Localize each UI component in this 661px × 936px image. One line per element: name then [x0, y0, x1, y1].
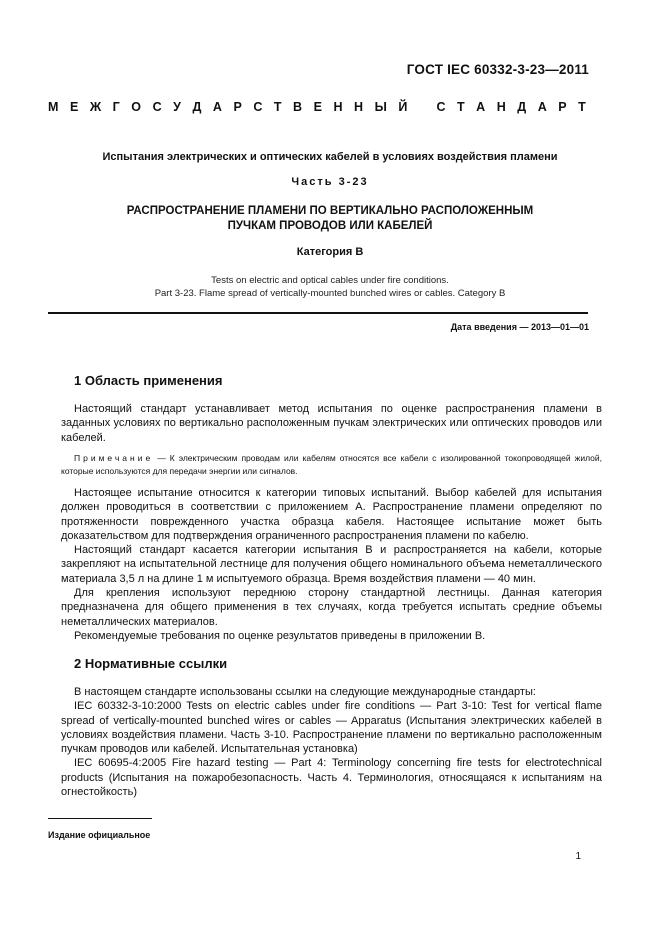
paragraph: Настоящий стандарт устанавливает метод испытания по оценке распространения пламени в заданных условиях по вертикально расположенным пучкам электрических или оптических проводов или кабелей. — [61, 403, 602, 444]
paragraph: В настоящем стандарте использованы ссылки на следующие международные стандарты: — [74, 686, 536, 698]
note-label: Примечание — [74, 453, 154, 463]
english-title-line-1: Tests on electric and optical cables under fire conditions. — [211, 275, 449, 286]
paragraph: Настоящий стандарт касается категории испытания В и распространяется на кабели, которые закрепляют на испытательной лестнице для получения общего номинального объема неметаллического материала 3,5 л на длине 1 м испытуемого образца. Время воздействия пламени — 40 мин. — [61, 544, 602, 585]
paragraph: IEC 60695-4:2005 Fire hazard testing — Part 4: Terminology concerning fire tests for electrotechnical products (Испытания на пожаробезопасность. Часть 4. Терминология, относящаяся к испытаниям на огнестойкость) — [61, 757, 602, 799]
banner-letter: Т — [578, 100, 586, 114]
banner-letter: С — [253, 100, 263, 114]
banner-letter: Е — [313, 100, 322, 114]
document-code: ГОСТ IEC 60332-3-23—2011 — [406, 62, 589, 77]
main-title-line-2: ПУЧКАМ ПРОВОДОВ ИЛИ КАБЕЛЕЙ — [227, 220, 433, 232]
footer-divider — [48, 818, 152, 819]
banner-letter: Д — [517, 100, 527, 114]
main-title — [40, 204, 620, 234]
section-2-body — [61, 685, 602, 799]
section-1-heading: 1 Область применения — [74, 373, 223, 388]
banner-letter: О — [131, 100, 142, 114]
category-label: Категория В — [296, 246, 364, 258]
section-2-heading: 2 Нормативные ссылки — [74, 656, 228, 671]
banner-letter: А — [212, 100, 222, 114]
section-1-body-a — [61, 402, 602, 445]
banner-letter: Ж — [89, 100, 102, 114]
note — [61, 452, 602, 478]
note-text: — К электрическим проводам или кабелям относятся все кабели с изолированной токопроводящей жилой, которые используются для передачи энергии или сигналов. — [61, 453, 602, 476]
paragraph: Рекомендуемые требования по оценке результатов приведены в приложении В. — [74, 629, 486, 642]
banner-letter: Н — [333, 100, 343, 114]
banner-letter: Д — [192, 100, 202, 114]
banner-letter: С — [436, 100, 446, 114]
banner-letter: Г — [112, 100, 120, 114]
paragraph: IEC 60332-3-10:2000 Tests on electric cables under fire conditions — Part 3-10: Test for vertical flame spread of vertically-mounted bunched wires or cables — Apparatus (Испытания электрических кабелей в условиях воздействия пламени. Часть 3-10. Распространение пламени по вертикально расположенным пучкам проводов или кабелей. Испытательная установка) — [61, 700, 602, 756]
banner-letter: М — [48, 100, 59, 114]
banner-letter: Т — [457, 100, 465, 114]
banner-letter: А — [476, 100, 486, 114]
edition-label: Издание официальное — [48, 830, 151, 840]
banner-letter: Н — [496, 100, 506, 114]
banner-letter: Р — [233, 100, 242, 114]
banner-letter: У — [173, 100, 181, 114]
banner-gap — [419, 100, 425, 114]
banner-letter: Ы — [374, 100, 387, 114]
part-label: Часть 3-23 — [291, 176, 369, 188]
banner-letter: В — [293, 100, 303, 114]
standard-banner — [48, 100, 586, 114]
banner-letter: А — [537, 100, 547, 114]
paragraph: Настоящее испытание относится к категории типовых испытаний. Выбор кабелей для испытания должен проводиться в соответствии с приложением А. Распространение пламени определяют по протяженности поврежденного участка образца кабеля. Настоящее испытание может быть доказательством для подтверждения ограниченного распространения пламени по кабелю. — [61, 487, 602, 542]
banner-letter: Е — [69, 100, 79, 114]
title-divider — [48, 312, 588, 314]
introduction-date: Дата введения — 2013—01—01 — [450, 322, 589, 332]
document-subtitle: Испытания электрических и оптических кабелей в условиях воздействия пламени — [102, 151, 558, 163]
english-title — [40, 274, 620, 300]
section-1-body-b — [61, 486, 602, 643]
banner-letter: С — [152, 100, 162, 114]
banner-letter: Т — [273, 100, 282, 114]
page-number: 1 — [575, 851, 581, 862]
paragraph: Для крепления используют переднюю сторону стандартной лестницы. Данная категория предназначена для общего применения в тех случаях, когда требуется испытать средние объемы неметаллических материалов. — [61, 587, 602, 628]
banner-letter: Й — [398, 100, 408, 114]
banner-letter: Н — [354, 100, 364, 114]
main-title-line-1: РАСПРОСТРАНЕНИЕ ПЛАМЕНИ ПО ВЕРТИКАЛЬНО РАСПОЛОЖЕННЫМ — [126, 205, 534, 217]
banner-letter: Р — [558, 100, 567, 114]
english-title-line-2: Part 3-23. Flame spread of vertically-mounted bunched wires or cables. Category B — [154, 288, 506, 299]
